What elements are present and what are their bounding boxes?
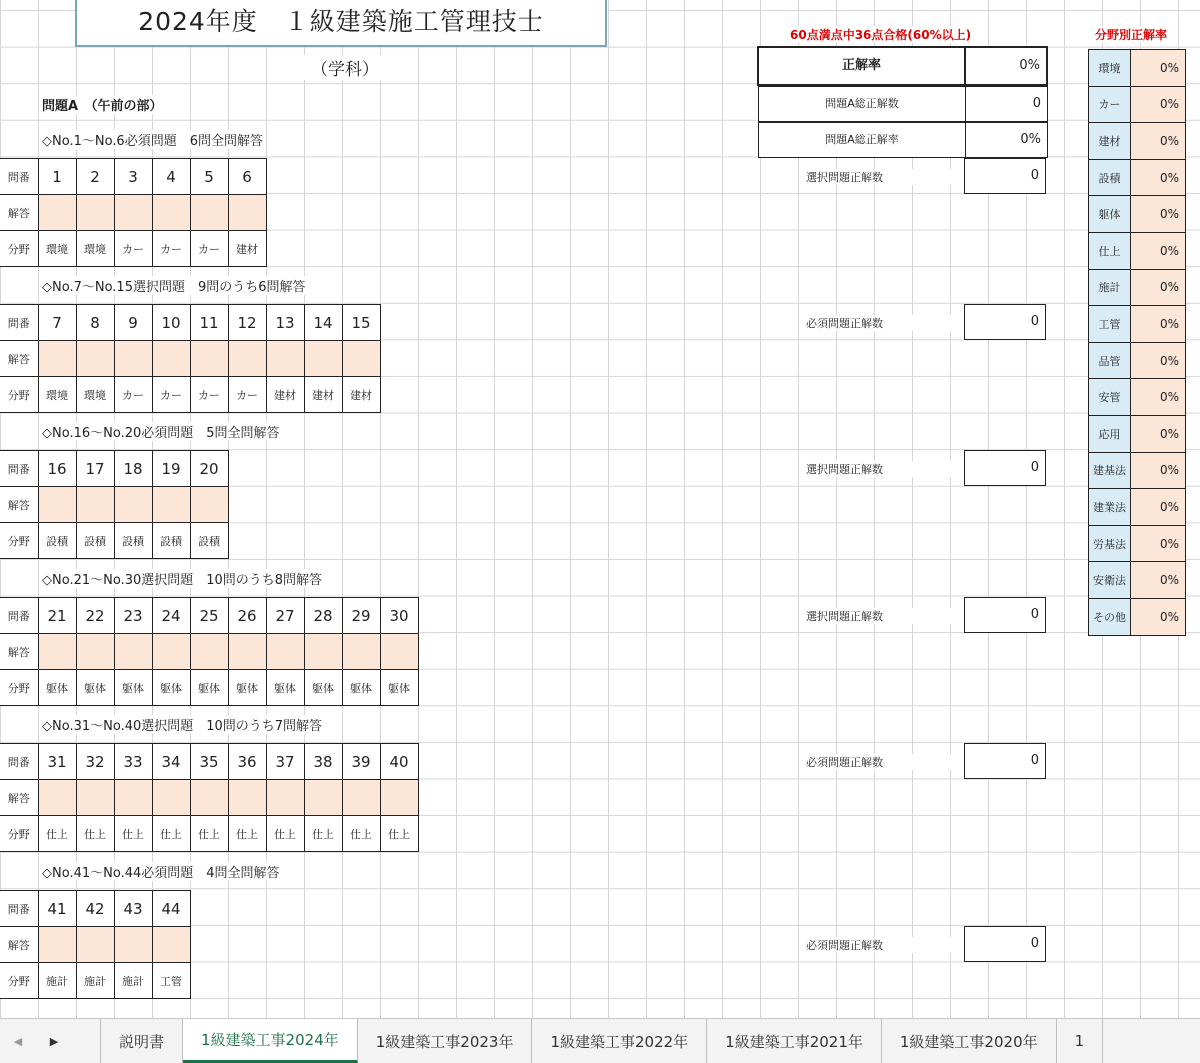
sheet-tab[interactable]: 1級建築工事2023年: [358, 1019, 533, 1063]
row-label-field: 分野: [0, 963, 38, 999]
category-rates-table: [1088, 49, 1186, 636]
answer-cell[interactable]: [76, 341, 114, 377]
answer-cell[interactable]: [76, 487, 114, 523]
answer-cell[interactable]: [228, 195, 266, 231]
question-group-table: [0, 890, 191, 999]
field-cell: 施計: [76, 963, 114, 999]
group-score-value[interactable]: 0: [964, 926, 1046, 962]
field-cell: 設積: [190, 523, 228, 559]
question-number: 16: [38, 451, 76, 487]
row-label-number: 問番: [0, 598, 38, 634]
category-rate[interactable]: 0%: [1131, 525, 1186, 562]
question-number: 23: [114, 598, 152, 634]
question-number: 25: [190, 598, 228, 634]
row-label-answer: 解答: [0, 195, 38, 231]
row-label-answer: 解答: [0, 927, 38, 963]
prev-sheet-icon[interactable]: ◀: [13, 1034, 23, 1048]
category-rate-row: [1089, 306, 1186, 343]
category-name: 応用: [1089, 415, 1131, 452]
group-score-value[interactable]: 0: [964, 743, 1046, 779]
category-name: 設積: [1089, 159, 1131, 196]
question-number: 43: [114, 891, 152, 927]
field-cell: 仕上: [342, 816, 380, 852]
row-label-field: 分野: [0, 523, 38, 559]
question-number: 34: [152, 744, 190, 780]
question-number: 27: [266, 598, 304, 634]
question-number: 24: [152, 598, 190, 634]
category-name: 施計: [1089, 269, 1131, 306]
field-cell: 仕上: [38, 816, 76, 852]
category-rate[interactable]: 0%: [1131, 342, 1186, 379]
group-caption: ◇No.7～No.15選択問題 9問のうち6問解答: [42, 276, 306, 295]
category-rate[interactable]: 0%: [1131, 452, 1186, 489]
sheet-tab[interactable]: 1級建築工事2022年: [532, 1019, 707, 1063]
group-caption: ◇No.31～No.40選択問題 10問のうち7問解答: [42, 715, 322, 734]
row-label-field: 分野: [0, 670, 38, 706]
group-score-label: 選択問題正解数: [806, 169, 966, 185]
question-group-table: [0, 597, 419, 706]
category-rate[interactable]: 0%: [1131, 159, 1186, 196]
category-rate-row: [1089, 196, 1186, 233]
field-cell: 建材: [266, 377, 304, 413]
category-name: 品管: [1089, 342, 1131, 379]
answer-cell[interactable]: [152, 634, 190, 670]
question-number: 13: [266, 305, 304, 341]
question-number: 17: [76, 451, 114, 487]
category-name: 建基法: [1089, 452, 1131, 489]
row-label-field: 分野: [0, 816, 38, 852]
field-cell: 仕上: [304, 816, 342, 852]
row-label-answer: 解答: [0, 487, 38, 523]
answer-cell[interactable]: [342, 780, 380, 816]
answer-cell[interactable]: [228, 341, 266, 377]
field-cell: 環境: [76, 377, 114, 413]
field-cell: 工管: [152, 963, 190, 999]
category-rate-row: [1089, 123, 1186, 160]
question-number: 33: [114, 744, 152, 780]
question-number: 38: [304, 744, 342, 780]
question-number: 11: [190, 305, 228, 341]
group-caption: ◇No.21～No.30選択問題 10問のうち8問解答: [42, 569, 322, 588]
field-cell: 躯体: [266, 670, 304, 706]
row-label-number: 問番: [0, 744, 38, 780]
answer-cell[interactable]: [228, 780, 266, 816]
answer-cell[interactable]: [190, 634, 228, 670]
answer-cell[interactable]: [152, 487, 190, 523]
answer-cell[interactable]: [266, 634, 304, 670]
category-rate[interactable]: 0%: [1131, 489, 1186, 526]
group-score-label: 必須問題正解数: [806, 754, 966, 770]
row-label-field: 分野: [0, 231, 38, 267]
total-correct-label: 問題A総正解数: [758, 86, 966, 122]
field-cell: 躯体: [152, 670, 190, 706]
category-name: 安衛法: [1089, 562, 1131, 599]
field-cell: 設積: [114, 523, 152, 559]
question-number: 37: [266, 744, 304, 780]
group-score-value[interactable]: 0: [964, 450, 1046, 486]
field-cell: 躯体: [228, 670, 266, 706]
field-cell: 建材: [304, 377, 342, 413]
field-cell: カー: [152, 377, 190, 413]
group-score-label: 必須問題正解数: [806, 315, 966, 331]
field-cell: 環境: [38, 231, 76, 267]
sheet-subtitle: （学科）: [300, 55, 390, 80]
category-rate-row: [1089, 269, 1186, 306]
question-number: 20: [190, 451, 228, 487]
field-cell: 躯体: [380, 670, 418, 706]
question-number: 3: [114, 159, 152, 195]
field-cell: 仕上: [228, 816, 266, 852]
field-cell: カー: [228, 377, 266, 413]
answer-cell[interactable]: [114, 780, 152, 816]
answer-cell[interactable]: [152, 780, 190, 816]
answer-cell[interactable]: [380, 634, 418, 670]
category-rates-heading: 分野別正解率: [1095, 28, 1168, 42]
answer-cell[interactable]: [152, 195, 190, 231]
total-rate-row: [758, 122, 1048, 158]
answer-cell[interactable]: [76, 780, 114, 816]
question-number: 31: [38, 744, 76, 780]
next-sheet-icon[interactable]: ▶: [49, 1034, 59, 1048]
row-label-answer: 解答: [0, 634, 38, 670]
question-number: 7: [38, 305, 76, 341]
group-caption: ◇No.41～No.44必須問題 4問全問解答: [42, 862, 280, 881]
answer-cell[interactable]: [380, 780, 418, 816]
category-rate-row: [1089, 50, 1186, 87]
question-number: 32: [76, 744, 114, 780]
question-number: 6: [228, 159, 266, 195]
category-rate[interactable]: 0%: [1131, 232, 1186, 269]
sheet-tab[interactable]: 1: [1057, 1019, 1104, 1063]
category-rate[interactable]: 0%: [1131, 598, 1186, 635]
section-heading: 問題A （午前の部）: [42, 95, 163, 114]
category-name: 建業法: [1089, 489, 1131, 526]
question-number: 12: [228, 305, 266, 341]
question-number: 39: [342, 744, 380, 780]
question-group-table: [0, 450, 229, 559]
field-cell: 環境: [76, 231, 114, 267]
row-label-answer: 解答: [0, 780, 38, 816]
answer-cell[interactable]: [342, 634, 380, 670]
field-cell: カー: [114, 377, 152, 413]
answer-cell[interactable]: [342, 341, 380, 377]
answer-cell[interactable]: [114, 634, 152, 670]
question-number: 26: [228, 598, 266, 634]
question-number: 14: [304, 305, 342, 341]
row-label-field: 分野: [0, 377, 38, 413]
question-number: 29: [342, 598, 380, 634]
answer-cell[interactable]: [76, 634, 114, 670]
field-cell: 躯体: [190, 670, 228, 706]
field-cell: 躯体: [342, 670, 380, 706]
category-rate[interactable]: 0%: [1131, 269, 1186, 306]
field-cell: カー: [114, 231, 152, 267]
category-rate-row: [1089, 452, 1186, 489]
total-correct-row: [758, 86, 1048, 122]
answer-cell[interactable]: [38, 195, 76, 231]
question-number: 35: [190, 744, 228, 780]
question-number: 9: [114, 305, 152, 341]
question-group-table: [0, 304, 381, 413]
field-cell: 仕上: [266, 816, 304, 852]
row-label-answer: 解答: [0, 341, 38, 377]
field-cell: 躯体: [114, 670, 152, 706]
answer-cell[interactable]: [76, 927, 114, 963]
accuracy-value[interactable]: 0%: [1019, 58, 1040, 73]
field-cell: カー: [190, 231, 228, 267]
field-cell: 仕上: [152, 816, 190, 852]
answer-cell[interactable]: [114, 927, 152, 963]
accuracy-box: [757, 46, 1048, 86]
field-cell: 建材: [228, 231, 266, 267]
category-rate-row: [1089, 415, 1186, 452]
answer-cell[interactable]: [152, 341, 190, 377]
field-cell: 仕上: [380, 816, 418, 852]
sheet-title: 2024年度 １級建築施工管理技士: [75, 0, 607, 47]
category-name: 環境: [1089, 50, 1131, 87]
answer-cell[interactable]: [304, 634, 342, 670]
category-rate[interactable]: 0%: [1131, 123, 1186, 160]
answer-cell[interactable]: [114, 341, 152, 377]
total-correct-value[interactable]: 0: [966, 86, 1048, 122]
answer-cell[interactable]: [38, 634, 76, 670]
answer-cell[interactable]: [152, 927, 190, 963]
row-label-number: 問番: [0, 159, 38, 195]
answer-cell[interactable]: [228, 634, 266, 670]
question-number: 8: [76, 305, 114, 341]
group-score-label: 選択問題正解数: [806, 608, 966, 624]
answer-cell[interactable]: [190, 487, 228, 523]
field-cell: 環境: [38, 377, 76, 413]
answer-cell[interactable]: [304, 341, 342, 377]
group-score-value[interactable]: 0: [964, 304, 1046, 340]
question-number: 41: [38, 891, 76, 927]
answer-cell[interactable]: [38, 341, 76, 377]
answer-cell[interactable]: [304, 780, 342, 816]
sheet-tab[interactable]: 1級建築工事2021年: [707, 1019, 882, 1063]
category-rate[interactable]: 0%: [1131, 562, 1186, 599]
question-number: 30: [380, 598, 418, 634]
category-rate-row: [1089, 86, 1186, 123]
question-number: 44: [152, 891, 190, 927]
pass-criteria-note: 60点満点中36点合格(60%以上): [790, 28, 972, 42]
question-number: 21: [38, 598, 76, 634]
total-rate-label: 問題A総正解率: [758, 122, 966, 158]
answer-cell[interactable]: [38, 487, 76, 523]
group-caption: ◇No.1～No.6必須問題 6問全問解答: [42, 130, 263, 149]
category-rate-row: [1089, 562, 1186, 599]
group-score-value[interactable]: 0: [964, 597, 1046, 633]
category-name: 躯体: [1089, 196, 1131, 233]
row-label-number: 問番: [0, 305, 38, 341]
sheet-tab[interactable]: 1級建築工事2024年: [183, 1019, 358, 1063]
field-cell: 設積: [152, 523, 190, 559]
category-rate[interactable]: 0%: [1131, 415, 1186, 452]
question-number: 10: [152, 305, 190, 341]
group-score-value[interactable]: 0: [964, 158, 1046, 194]
category-name: 工管: [1089, 306, 1131, 343]
answer-cell[interactable]: [190, 780, 228, 816]
category-rate[interactable]: 0%: [1131, 86, 1186, 123]
category-rate-row: [1089, 598, 1186, 635]
sheet-tab-bar: [0, 1018, 1200, 1063]
answer-cell[interactable]: [114, 487, 152, 523]
category-rate[interactable]: 0%: [1131, 306, 1186, 343]
field-cell: 仕上: [76, 816, 114, 852]
row-label-number: 問番: [0, 451, 38, 487]
field-cell: カー: [152, 231, 190, 267]
category-rate[interactable]: 0%: [1131, 50, 1186, 87]
category-name: 建材: [1089, 123, 1131, 160]
question-number: 18: [114, 451, 152, 487]
category-name: カー: [1089, 86, 1131, 123]
answer-cell[interactable]: [190, 195, 228, 231]
answer-cell[interactable]: [114, 195, 152, 231]
field-cell: 設積: [38, 523, 76, 559]
category-rate[interactable]: 0%: [1131, 379, 1186, 416]
row-label-number: 問番: [0, 891, 38, 927]
question-number: 15: [342, 305, 380, 341]
question-number: 28: [304, 598, 342, 634]
question-group-table: [0, 158, 267, 267]
answer-cell[interactable]: [190, 341, 228, 377]
sheet-tab[interactable]: 説明書: [100, 1019, 183, 1063]
group-score-label: 選択問題正解数: [806, 461, 966, 477]
category-rate-row: [1089, 232, 1186, 269]
category-rate-row: [1089, 525, 1186, 562]
question-number: 40: [380, 744, 418, 780]
category-name: 労基法: [1089, 525, 1131, 562]
field-cell: 設積: [76, 523, 114, 559]
category-rate-row: [1089, 342, 1186, 379]
question-number: 1: [38, 159, 76, 195]
group-caption: ◇No.16～No.20必須問題 5問全問解答: [42, 422, 280, 441]
answer-cell[interactable]: [38, 927, 76, 963]
accuracy-label: 正解率: [759, 48, 966, 84]
answer-cell[interactable]: [266, 780, 304, 816]
field-cell: 仕上: [190, 816, 228, 852]
question-number: 4: [152, 159, 190, 195]
field-cell: 建材: [342, 377, 380, 413]
category-rate-row: [1089, 159, 1186, 196]
answer-cell[interactable]: [76, 195, 114, 231]
group-score-label: 必須問題正解数: [806, 937, 966, 953]
field-cell: 施計: [38, 963, 76, 999]
question-number: 5: [190, 159, 228, 195]
question-number: 19: [152, 451, 190, 487]
category-rate[interactable]: 0%: [1131, 196, 1186, 233]
question-number: 36: [228, 744, 266, 780]
category-rate-row: [1089, 379, 1186, 416]
category-rate-row: [1089, 489, 1186, 526]
category-name: 安管: [1089, 379, 1131, 416]
answer-cell[interactable]: [266, 341, 304, 377]
category-name: 仕上: [1089, 232, 1131, 269]
question-number: 22: [76, 598, 114, 634]
field-cell: 仕上: [114, 816, 152, 852]
question-number: 2: [76, 159, 114, 195]
field-cell: 躯体: [304, 670, 342, 706]
field-cell: 施計: [114, 963, 152, 999]
category-name: その他: [1089, 598, 1131, 635]
field-cell: カー: [190, 377, 228, 413]
field-cell: 躯体: [76, 670, 114, 706]
field-cell: 躯体: [38, 670, 76, 706]
total-rate-value[interactable]: 0%: [966, 122, 1048, 158]
sheet-tab[interactable]: 1級建築工事2020年: [882, 1019, 1057, 1063]
answer-cell[interactable]: [38, 780, 76, 816]
question-group-table: [0, 743, 419, 852]
question-number: 42: [76, 891, 114, 927]
